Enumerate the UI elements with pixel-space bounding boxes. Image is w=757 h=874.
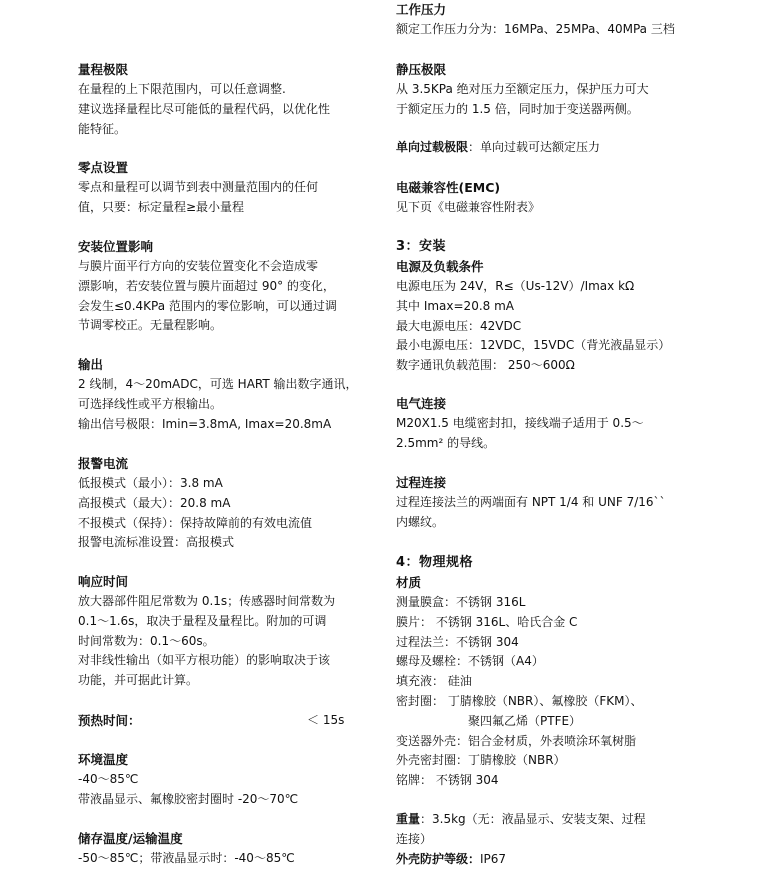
section-title: 安装位置影响	[78, 239, 154, 254]
text-line: 螺母及螺栓：不锈钢（A4）	[396, 654, 544, 669]
text-line: -40～85℃	[78, 772, 139, 786]
section-ambient-temp	[78, 750, 363, 810]
text-line: 时间常数为：0.1～60s。	[78, 633, 215, 648]
section-response-time	[78, 572, 363, 691]
section-range-limit	[78, 60, 363, 139]
section-title: 输出	[78, 357, 104, 372]
section-title: 电磁兼容性(EMC)	[396, 180, 501, 195]
text-line: 数字通讯负载范围： 250～600Ω	[396, 358, 575, 373]
text-line: 功能，并可据此计算。	[78, 673, 199, 688]
section-working-pressure	[396, 0, 696, 40]
section-title: 静压极限	[396, 62, 447, 77]
text-line: 2 线制，4～20mADC，可选 HART 输出数字通讯，	[78, 377, 358, 391]
warmup-value: ＜ 15s	[307, 713, 345, 727]
section-overload-limit	[396, 138, 696, 158]
text-line: 放大器部件阻尼常数为 0.1s；传感器时间常数为	[78, 594, 336, 608]
text-line: 铭牌： 不锈钢 304	[396, 773, 499, 788]
section-title: 预热时间：	[78, 713, 141, 728]
text-line: 在量程的上下限范围内，可以任意调整.	[78, 82, 286, 96]
text-line: 过程连接法兰的两端面有 NPT 1/4 和 UNF 7/16``	[396, 495, 666, 509]
text-line: 零点和量程可以调节到表中测量范围内的任何	[78, 180, 319, 194]
text-line: 带液晶显示、氟橡胶密封圈时 -20～70℃	[78, 791, 299, 806]
text-line: 能特征。	[78, 121, 127, 136]
section-title: 响应时间	[78, 574, 129, 589]
section-zero-setting	[78, 158, 363, 218]
text-line: 可选择线性或平方根输出。	[78, 396, 223, 411]
text-line: 变送器外壳：铝合金材质，外表喷涂环氧树脂	[396, 733, 637, 748]
housing-value: IP67	[480, 852, 507, 866]
text-line: 连接）	[396, 831, 433, 846]
text-line: 过程法兰：不锈钢 304	[396, 634, 519, 649]
section-physical	[396, 553, 696, 791]
section-process-connection	[396, 473, 696, 533]
section-title: 材质	[396, 575, 422, 590]
text-line: 于额定压力的 1.5 倍，同时加于变送器两侧。	[396, 101, 639, 116]
text-line: 最大电源电压：42VDC	[396, 318, 522, 333]
text-line: 输出信号极限：Imin=3.8mA, Imax=20.8mA	[78, 416, 332, 431]
text-line: ：3.5kg（无：液晶显示、安装支架、过程	[420, 812, 646, 826]
text-line: 低报模式（最小）：3.8 mA	[78, 476, 223, 490]
section-title: 环境温度	[78, 752, 129, 767]
section-storage-temp	[78, 829, 363, 869]
text-line: 0.1～1.6s，取决于量程及量程比。附加的可调	[78, 613, 327, 628]
text-line: 与膜片面平行方向的安装位置变化不会造成零	[78, 259, 319, 273]
section-title: 工作压力	[396, 2, 447, 17]
text-line: 对非线性输出（如平方根功能）的影响取决于该	[78, 653, 331, 668]
section-title: 报警电流	[78, 456, 129, 471]
housing-label: 外壳防护等级：	[396, 852, 481, 866]
text-line: 额定工作压力分为：16MPa、25MPa、40MPa 三档	[396, 22, 675, 36]
overload-label: 单向过载极限	[396, 140, 469, 154]
text-line: 高报模式（最大）：20.8 mA	[78, 495, 231, 510]
text-line: 不报模式（保持）：保持故障前的有效电流值	[78, 515, 313, 530]
section-static-limit	[396, 60, 696, 120]
section-weight	[396, 810, 696, 850]
section-housing-protection	[396, 850, 696, 870]
overload-text: ：单向过载可达额定压力	[468, 140, 601, 154]
text-line: 外壳密封圈：丁腈橡胶（NBR）	[396, 753, 566, 768]
section-mount-effect	[78, 237, 363, 336]
text-line: 从 3.5KPa 绝对压力至额定压力，保护压力可大	[396, 82, 649, 96]
text-line: 会发生≤0.4KPa 范围内的零位影响，可以通过调	[78, 298, 337, 313]
section-title: 电源及负载条件	[396, 259, 484, 274]
text-line: M20X1.5 电缆密封扣，接线端子适用于 0.5～	[396, 416, 644, 430]
section-alarm-current	[78, 454, 363, 553]
chapter-heading: 4：物理规格	[396, 555, 474, 570]
text-line: 节调零校正。无量程影响。	[78, 318, 223, 333]
section-title: 储存温度/运输温度	[78, 831, 183, 846]
section-title: 电气连接	[396, 396, 447, 411]
text-line: 其中 Imax=20.8 mA	[396, 298, 514, 313]
text-line: 值，只要：标定量程≥最小量程	[78, 199, 245, 214]
section-title: 量程极限	[78, 62, 129, 77]
text-line: 聚四氟乙烯（PTFE）	[468, 713, 582, 728]
section-title: 零点设置	[78, 160, 129, 175]
weight-label: 重量	[396, 812, 421, 826]
text-line: 漂影响，若安装位置与膜片面超过 90° 的变化，	[78, 278, 335, 293]
text-line: 最小电源电压：12VDC，15VDC（背光液晶显示）	[396, 338, 671, 353]
section-warmup-time	[78, 711, 363, 731]
text-line: -50～85℃；带液晶显示时：-40～85℃	[78, 851, 295, 865]
section-install	[396, 237, 696, 376]
text-line: 内螺纹。	[396, 514, 445, 529]
section-title: 过程连接	[396, 475, 447, 490]
text-line: 膜片： 不锈钢 316L、哈氏合金 C	[396, 614, 578, 629]
section-electrical	[396, 394, 696, 454]
text-line: 填充液： 硅油	[396, 674, 472, 689]
text-line: 建议选择量程比尽可能低的量程代码，以优化性	[78, 101, 331, 116]
text-line: 报警电流标准设置：高报模式	[78, 535, 235, 550]
section-output	[78, 355, 363, 434]
text-line: 见下页《电磁兼容性附表》	[396, 200, 541, 214]
section-emc	[396, 178, 696, 218]
text-line: 密封圈： 丁腈橡胶（NBR）、氟橡胶（FKM）、	[396, 693, 643, 708]
text-line: 电源电压为 24V，R≤（Us-12V）/Imax kΩ	[396, 279, 635, 293]
text-line: 测量膜盒：不锈钢 316L	[396, 595, 526, 609]
text-line: 2.5mm² 的导线。	[396, 435, 496, 450]
chapter-heading: 3：安装	[396, 239, 447, 254]
